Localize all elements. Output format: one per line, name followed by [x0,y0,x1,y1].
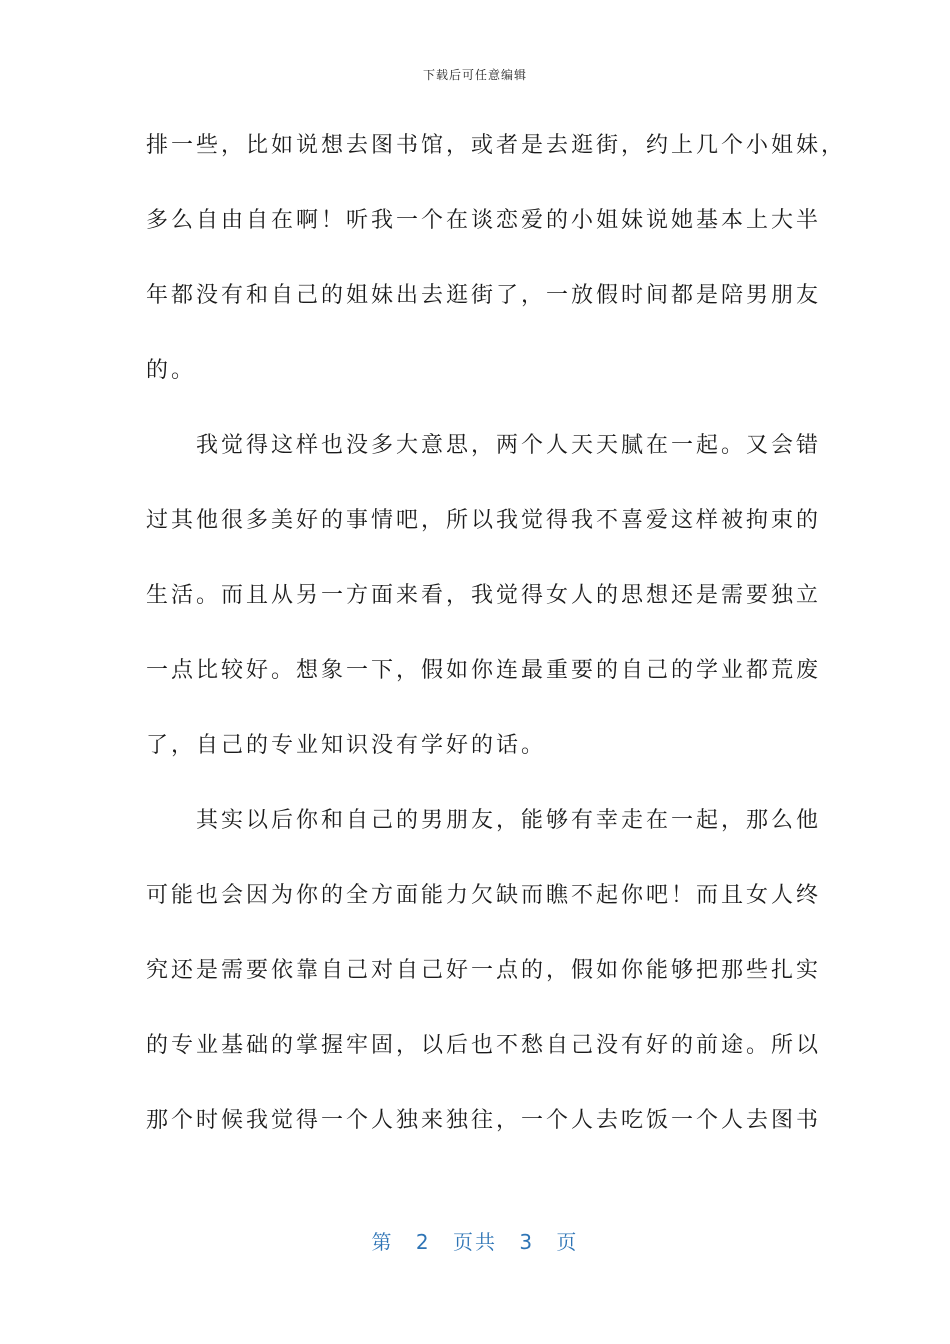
text-line: 多么自由自在啊！听我一个在谈恋爱的小姐妹说她基本上大半 [146,208,822,233]
text-line: 过其他很多美好的事情吧，所以我觉得我不喜爱这样被拘束的 [146,508,822,533]
text-line: 我觉得这样也没多大意思，两个人天天腻在一起。又会错 [146,433,822,458]
text-line: 生活。而且从另一方面来看，我觉得女人的思想还是需要独立 [146,583,822,608]
page-header: 下载后可任意编辑 [422,68,527,82]
text-line: 其实以后你和自己的男朋友，能够有幸走在一起，那么他 [146,808,822,833]
text-line: 了，自己的专业知识没有学好的话。 [146,733,547,758]
text-line: 究还是需要依靠自己对自己好一点的，假如你能够把那些扎实 [146,958,822,983]
text-line: 的。 [146,358,197,383]
page-number-footer: 第 2 页共 3 页 [371,1230,579,1254]
text-line: 的专业基础的掌握牢固，以后也不愁自己没有好的前途。所以 [146,1033,822,1058]
text-line: 一点比较好。想象一下，假如你连最重要的自己的学业都荒废 [146,658,822,683]
text-line: 排一些，比如说想去图书馆，或者是去逛街，约上几个小姐妹， [146,133,847,158]
text-line: 那个时候我觉得一个人独来独往，一个人去吃饭一个人去图书 [146,1108,822,1133]
text-line: 年都没有和自己的姐妹出去逛街了，一放假时间都是陪男朋友 [146,283,822,308]
document-body [146,127,847,1177]
text-line: 可能也会因为你的全方面能力欠缺而瞧不起你吧！而且女人终 [146,883,822,908]
